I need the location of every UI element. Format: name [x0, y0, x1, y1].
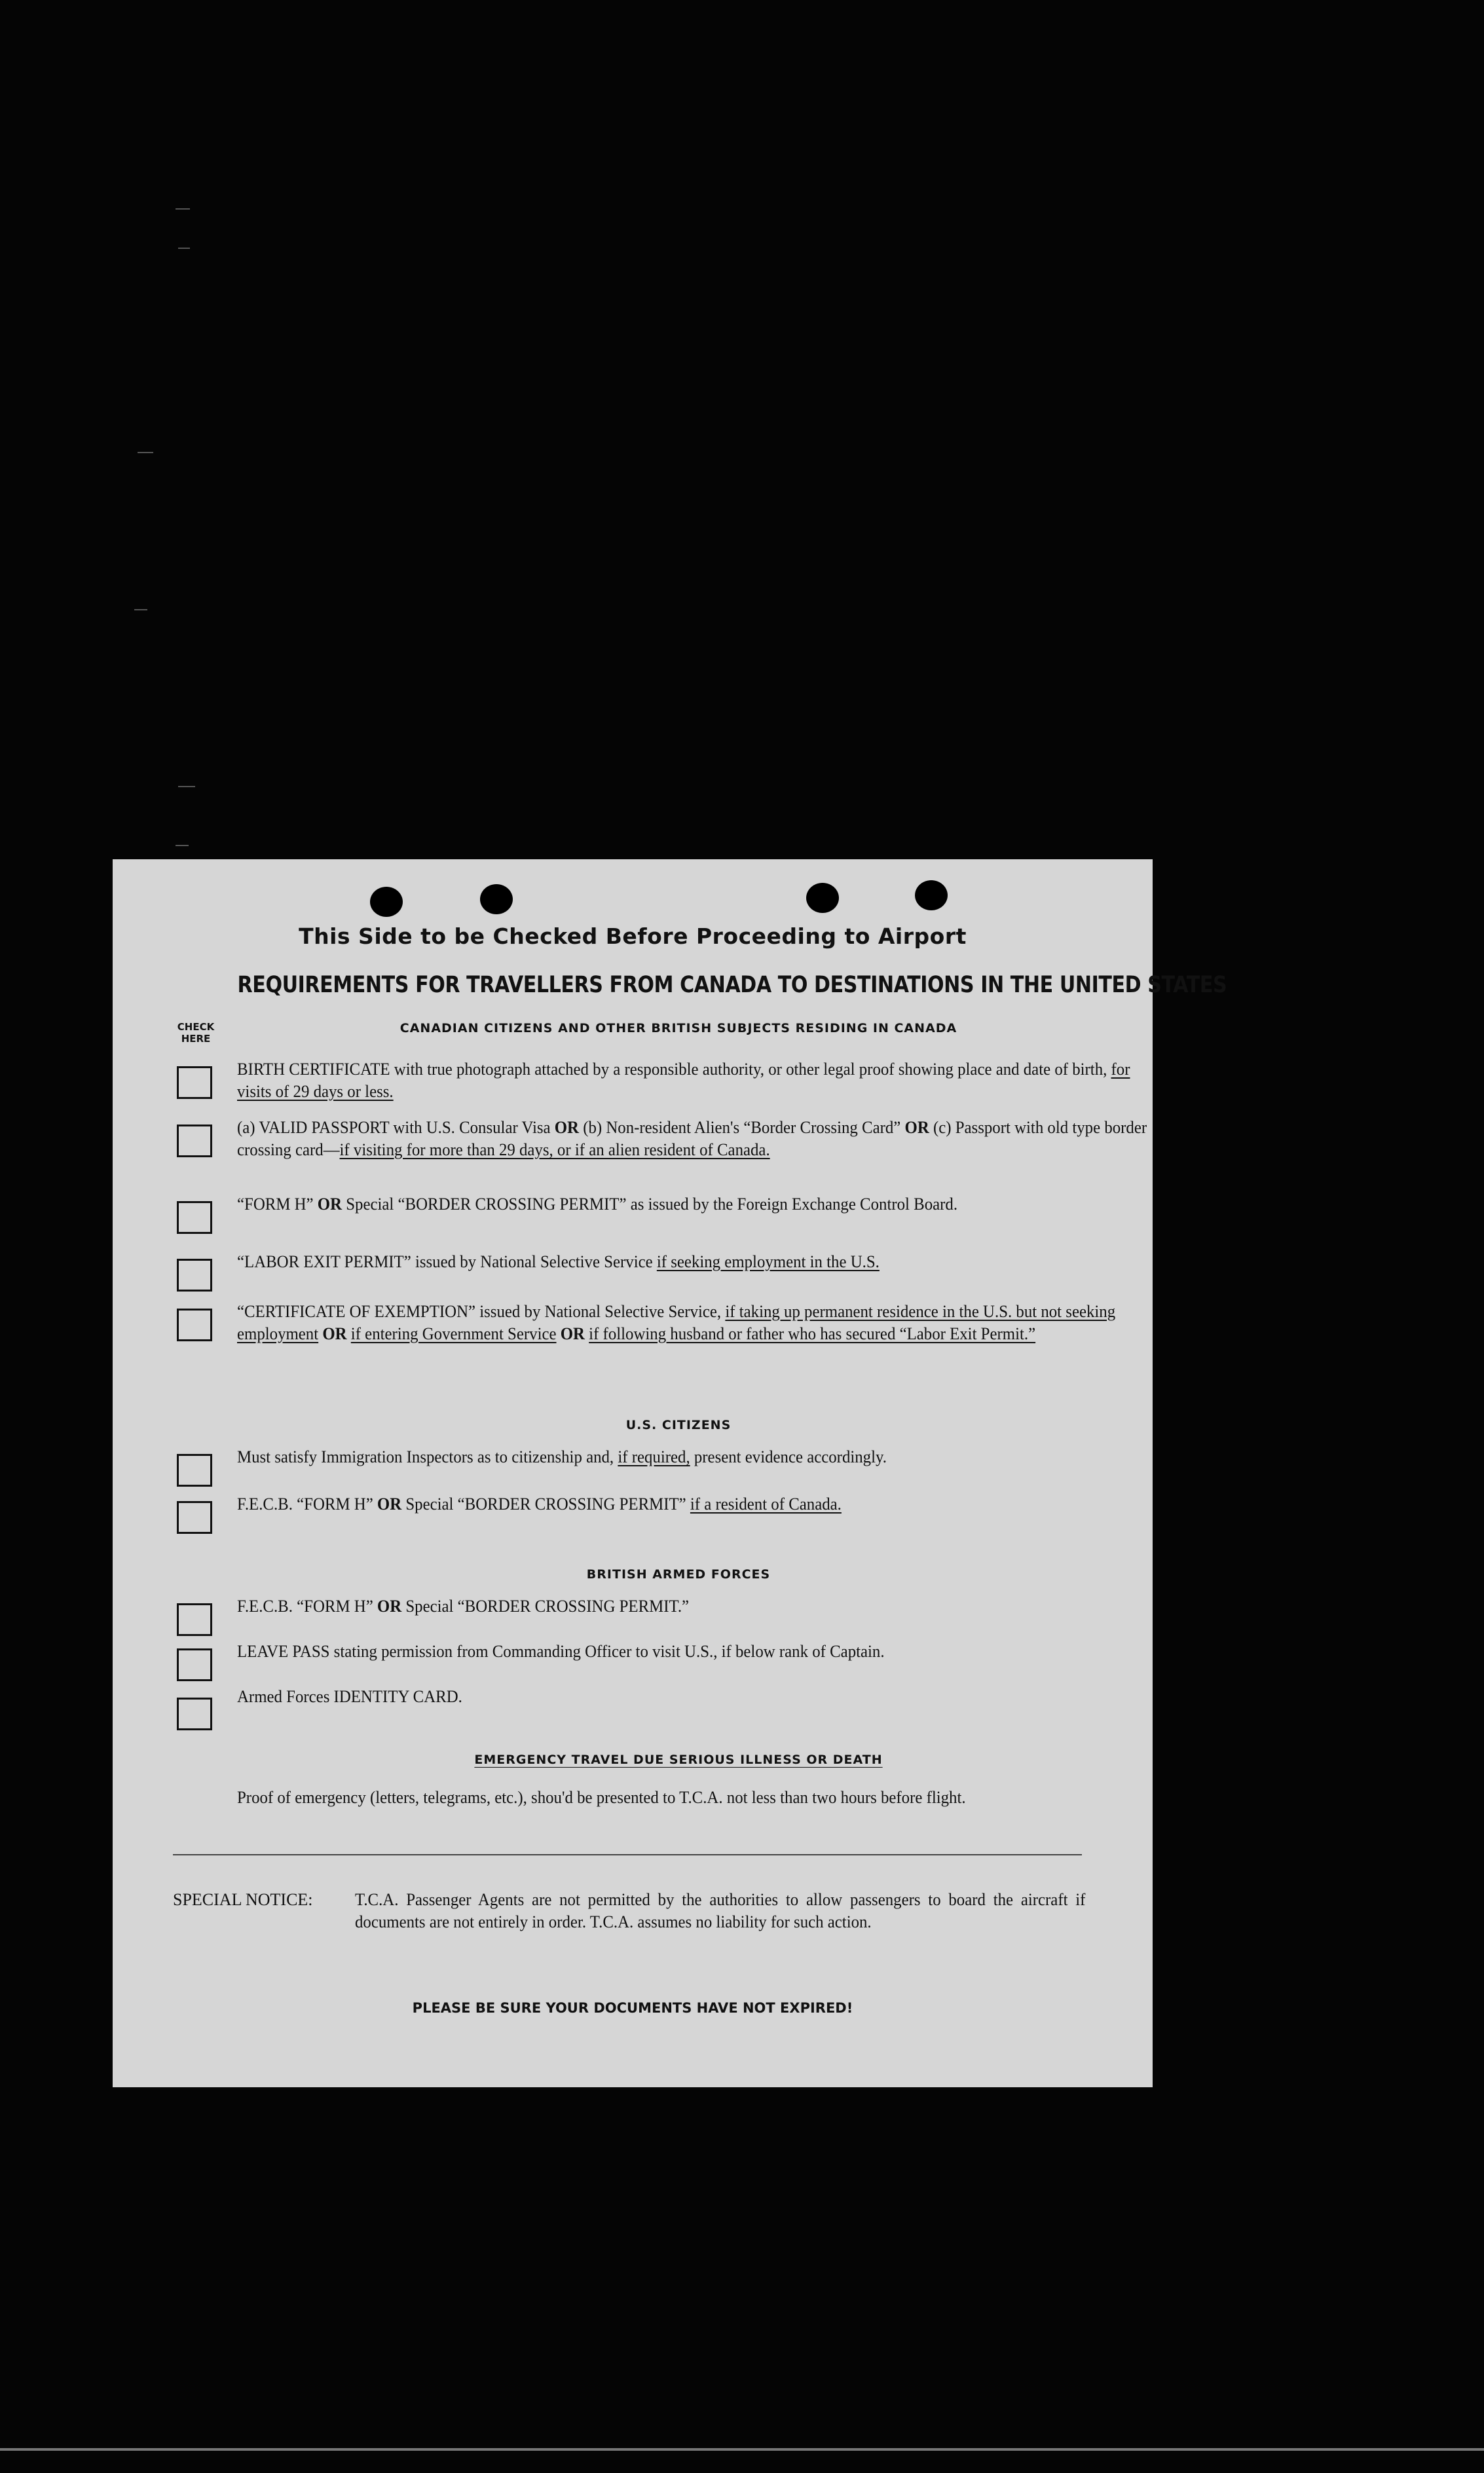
item-certificate-of-exemption — [237, 1301, 1155, 1345]
check-here-label — [173, 1021, 219, 1045]
forces-fecb-or: OR — [377, 1597, 402, 1616]
punch-hole — [480, 884, 513, 914]
labor-exit-condition: if seeking employment in the U.S. — [656, 1252, 880, 1271]
form-h-label: “FORM H” — [237, 1195, 314, 1214]
scan-mark — [176, 208, 190, 210]
us-fecb-or: OR — [377, 1495, 402, 1514]
exemption-text: “CERTIFICATE OF EXEMPTION” issued by National Selective Service, — [237, 1302, 722, 1321]
documents-expiry-notice: PLEASE BE SURE YOUR DOCUMENTS HAVE NOT EXPIRED! — [412, 2000, 853, 2016]
checkbox-identity-card[interactable] — [177, 1698, 212, 1730]
labor-exit-text: “LABOR EXIT PERMIT” issued by National Selective Service — [237, 1252, 653, 1271]
passport-option-a: (a) VALID PASSPORT with U.S. Consular Visa — [237, 1118, 551, 1137]
item-leave-pass: LEAVE PASS stating permission from Commanding Officer to visit U.S., if below rank of Captain. — [237, 1642, 885, 1661]
checkbox-certificate-of-exemption[interactable] — [177, 1309, 212, 1341]
satisfy-text: Must satisfy Immigration Inspectors as to citizenship and, — [237, 1447, 614, 1466]
special-notice-text: T.C.A. Passenger Agents are not permitted by the authorities to allow passengers to board the aircraft if documents are not entirely in order. T.C.A. assumes no liability for such action. — [355, 1890, 1086, 1931]
section-heading-emergency: EMERGENCY TRAVEL DUE SERIOUS ILLNESS OR DEATH — [474, 1753, 883, 1767]
passport-option-c: (c) Passport with old type border crossing card— — [237, 1118, 1147, 1159]
birth-certificate-condition: for visits of 29 days or less. — [237, 1060, 1130, 1101]
punch-hole — [915, 880, 948, 910]
divider — [173, 1854, 1082, 1855]
scan-mark — [138, 452, 153, 453]
scan-edge-line — [0, 2448, 1484, 2451]
satisfy-evidence: present evidence accordingly. — [694, 1447, 887, 1466]
checkbox-us-fecb-form-h[interactable] — [177, 1501, 212, 1534]
birth-certificate-text: BIRTH CERTIFICATE with true photograph attached by a responsible authority, or other legal proof showing place and date of birth, — [237, 1060, 1107, 1079]
checkbox-valid-passport[interactable] — [177, 1125, 212, 1157]
requirements-form-sheet — [113, 859, 1227, 2087]
checkbox-satisfy-inspectors[interactable] — [177, 1454, 212, 1487]
section-heading-us-citizens: U.S. CITIZENS — [625, 1418, 732, 1432]
passport-or-1: OR — [554, 1118, 579, 1137]
item-satisfy-inspectors — [237, 1446, 1155, 1468]
passport-condition: if visiting for more than 29 days, or if an alien resident of Canada. — [339, 1140, 770, 1159]
punch-hole — [370, 887, 403, 917]
item-us-fecb-form-h — [237, 1493, 1155, 1515]
checkbox-birth-certificate[interactable] — [177, 1066, 212, 1099]
form-h-or: OR — [317, 1195, 343, 1214]
item-form-h — [237, 1193, 1155, 1216]
item-labor-exit-permit — [237, 1251, 1155, 1273]
check-here-line-2: HERE — [181, 1033, 211, 1045]
checkbox-form-h[interactable] — [177, 1201, 212, 1234]
scan-mark — [178, 786, 195, 787]
punch-hole — [806, 883, 839, 913]
item-birth-certificate — [237, 1058, 1155, 1103]
forces-fecb-label: F.E.C.B. “FORM H” — [237, 1597, 373, 1616]
section-heading-canadian: CANADIAN CITIZENS AND OTHER BRITISH SUBJECTS RESIDING IN CANADA — [399, 1021, 957, 1035]
exemption-condition-3: if following husband or father who has secured “Labor Exit Permit.” — [589, 1324, 1036, 1343]
checkbox-forces-fecb-form-h[interactable] — [177, 1603, 212, 1636]
section-heading-british-forces: BRITISH ARMED FORCES — [586, 1567, 771, 1582]
item-valid-passport — [237, 1117, 1155, 1161]
emergency-text: Proof of emergency (letters, telegrams, etc.), shou'd be presented to T.C.A. not less than two hours before flight. — [237, 1788, 966, 1807]
satisfy-condition: if required, — [618, 1447, 690, 1466]
page-header-title: This Side to be Checked Before Proceeding to Airport — [299, 923, 967, 949]
item-forces-fecb-form-h — [237, 1595, 1155, 1618]
form-h-permit: Special “BORDER CROSSING PERMIT” as issued by the Foreign Exchange Control Board. — [346, 1195, 958, 1214]
checkbox-leave-pass[interactable] — [177, 1648, 212, 1681]
exemption-or-2: OR — [560, 1324, 585, 1343]
page-title: REQUIREMENTS FOR TRAVELLERS FROM CANADA TO DESTINATIONS IN THE UNITED STATES — [237, 972, 1227, 998]
scan-mark — [134, 609, 147, 610]
exemption-condition-2: if entering Government Service — [350, 1324, 557, 1343]
check-here-line-1: CHECK — [177, 1021, 215, 1033]
scan-mark — [176, 845, 189, 846]
us-fecb-label: F.E.C.B. “FORM H” — [237, 1495, 373, 1514]
special-notice-label: SPECIAL NOTICE: — [173, 1890, 313, 1909]
us-fecb-permit: Special “BORDER CROSSING PERMIT” — [405, 1495, 686, 1514]
scan-mark — [178, 248, 190, 249]
us-fecb-condition: if a resident of Canada. — [690, 1495, 842, 1514]
exemption-condition-1: if taking up permanent residence in the U.S. but not seeking employment — [237, 1302, 1116, 1343]
checkbox-labor-exit-permit[interactable] — [177, 1259, 212, 1292]
item-identity-card: Armed Forces IDENTITY CARD. — [237, 1687, 462, 1706]
forces-fecb-permit: Special “BORDER CROSSING PERMIT.” — [405, 1597, 690, 1616]
exemption-or-1: OR — [322, 1324, 347, 1343]
passport-or-2: OR — [904, 1118, 929, 1137]
passport-option-b: (b) Non-resident Alien's “Border Crossing Card” — [583, 1118, 901, 1137]
